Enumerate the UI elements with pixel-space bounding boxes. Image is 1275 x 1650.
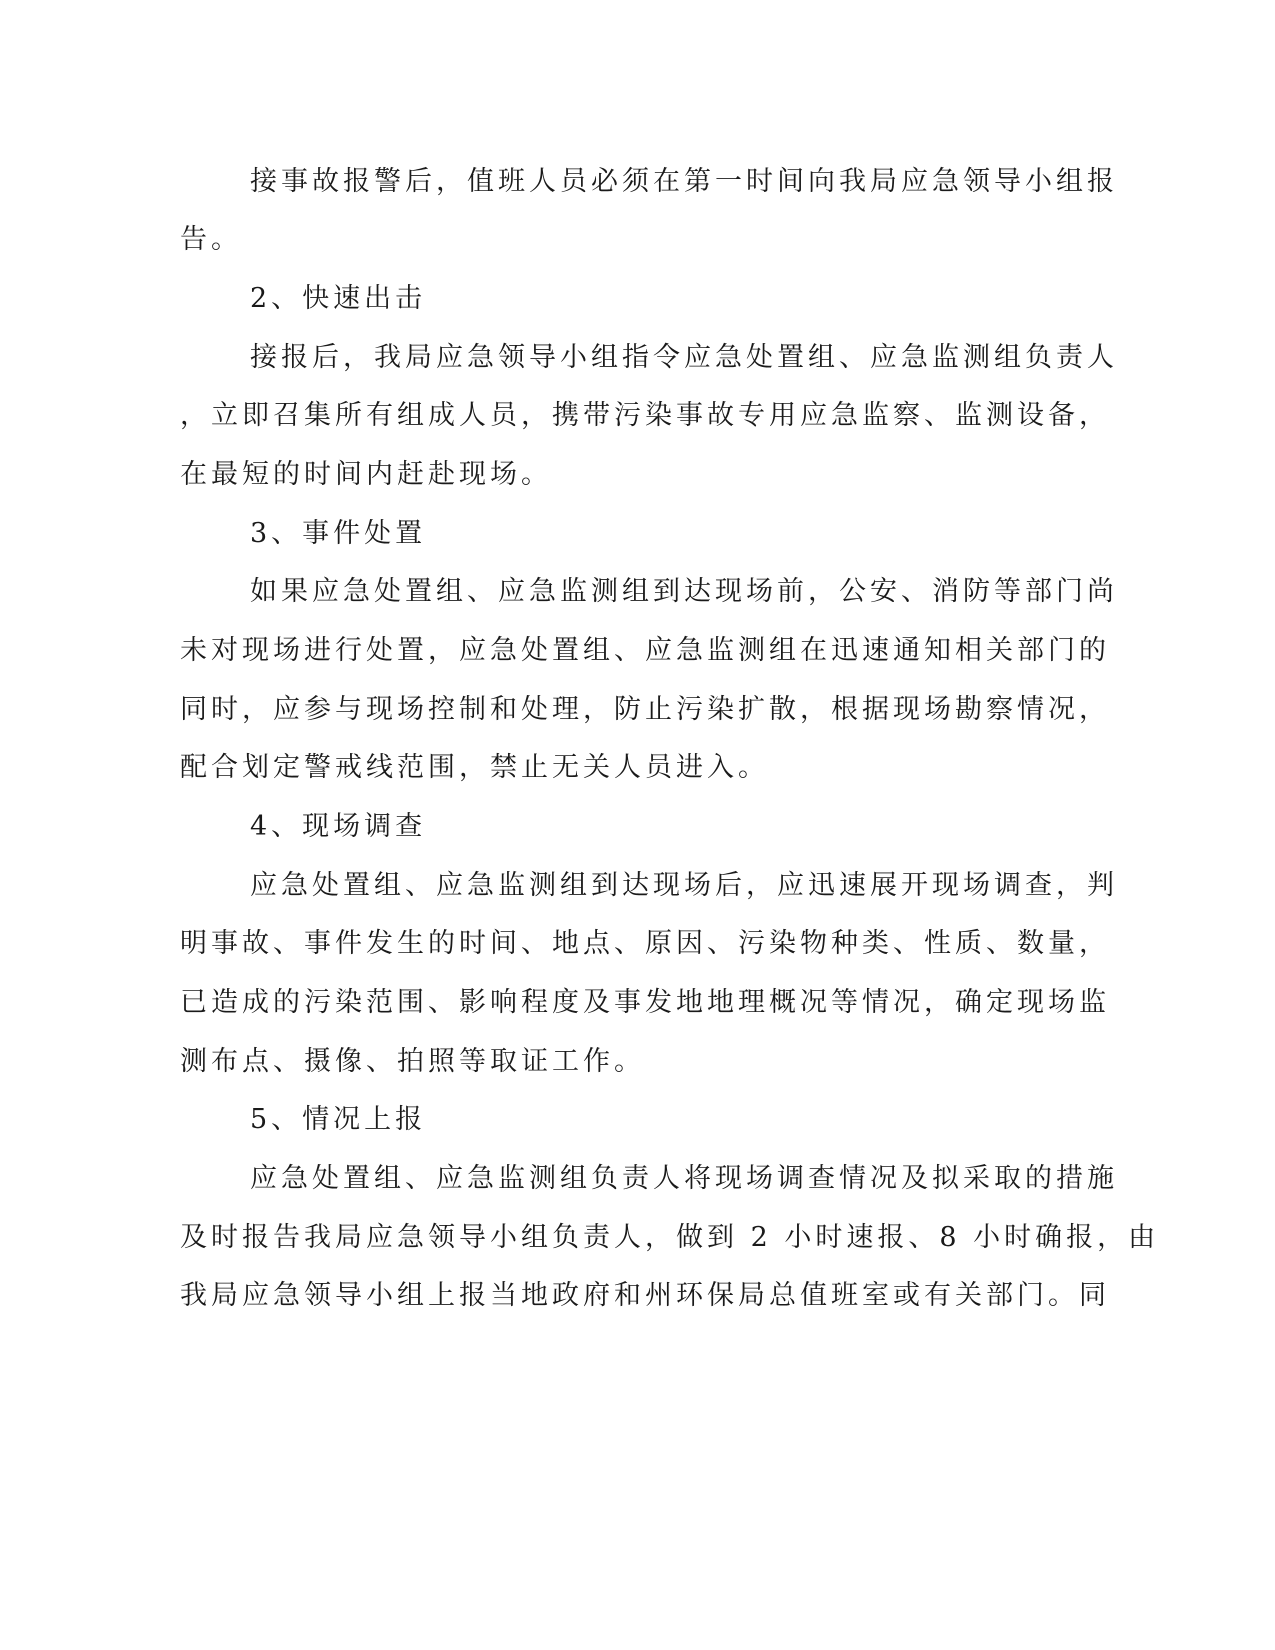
paragraph-line: 接报后，我局应急领导小组指令应急处置组、应急监测组负责人 xyxy=(250,342,1118,373)
section-heading: 2、快速出击 xyxy=(250,283,427,314)
paragraph-line: 应急处置组、应急监测组到达现场后，应迅速展开现场调查，判 xyxy=(250,870,1118,901)
paragraph-line: 已造成的污染范围、影响程度及事发地地理概况等情况，确定现场监 xyxy=(180,987,1110,1018)
paragraph-line: 配合划定警戒线范围，禁止无关人员进入。 xyxy=(180,752,769,783)
paragraph-line: 接事故报警后，值班人员必须在第一时间向我局应急领导小组报 xyxy=(250,166,1118,197)
paragraph-line: ，立即召集所有组成人员，携带污染事故专用应急监察、监测设备， xyxy=(180,400,1110,431)
paragraph-line: 在最短的时间内赶赴现场。 xyxy=(180,459,552,490)
paragraph-line: 测布点、摄像、拍照等取证工作。 xyxy=(180,1046,645,1077)
section-heading: 3、事件处置 xyxy=(250,518,427,549)
paragraph-line: 同时，应参与现场控制和处理，防止污染扩散，根据现场勘察情况， xyxy=(180,694,1110,725)
section-heading: 5、情况上报 xyxy=(250,1104,427,1135)
paragraph-line: 应急处置组、应急监测组负责人将现场调查情况及拟采取的措施 xyxy=(250,1163,1118,1194)
paragraph-line: 未对现场进行处置，应急处置组、应急监测组在迅速通知相关部门的 xyxy=(180,635,1110,666)
paragraph-line: 如果应急处置组、应急监测组到达现场前，公安、消防等部门尚 xyxy=(250,576,1118,607)
paragraph-line: 明事故、事件发生的时间、地点、原因、污染物种类、性质、数量， xyxy=(180,928,1110,959)
paragraph-line: 及时报告我局应急领导小组负责人，做到 2 小时速报、8 小时确报，由 xyxy=(180,1222,1160,1253)
paragraph-line: 我局应急领导小组上报当地政府和州环保局总值班室或有关部门。同 xyxy=(180,1280,1110,1311)
paragraph-line: 告。 xyxy=(180,224,242,255)
section-heading: 4、现场调查 xyxy=(250,811,427,842)
